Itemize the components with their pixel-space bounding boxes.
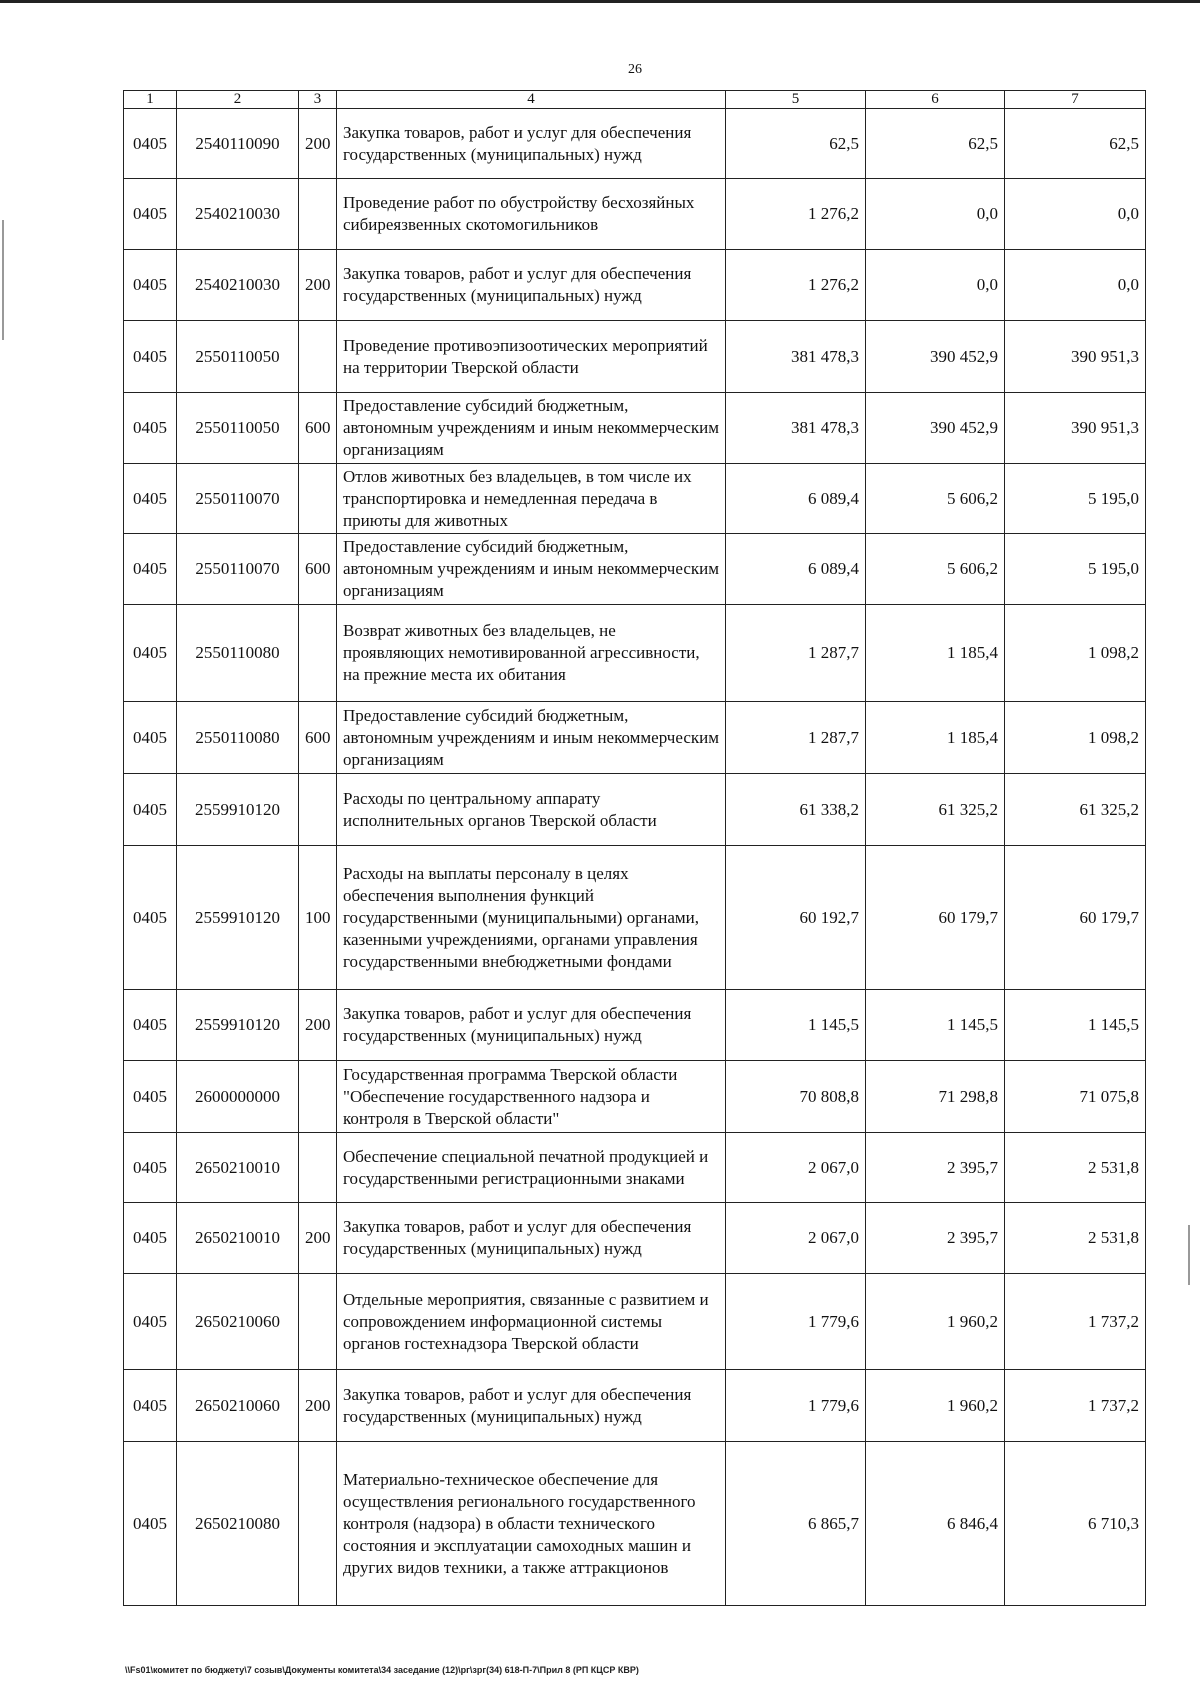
amount-year3-cell: 1 145,5	[1005, 990, 1146, 1061]
expense-type-cell	[299, 464, 337, 534]
col-header-expense-type: 3	[299, 91, 337, 109]
section-cell: 0405	[124, 1203, 177, 1274]
table-row	[124, 250, 1146, 321]
section-cell: 0405	[124, 1370, 177, 1442]
amount-year3-cell: 5 195,0	[1005, 464, 1146, 534]
amount-year1-cell: 381 478,3	[726, 321, 866, 393]
expense-name-cell: Предоставление субсидий бюджетным, автономным учреждениям и иным некоммерческим организациям	[337, 534, 726, 605]
expense-type-cell	[299, 1133, 337, 1203]
table-row	[124, 1274, 1146, 1370]
page-number: 26	[628, 62, 642, 77]
target-code-cell: 2550110050	[177, 321, 299, 393]
table-row	[124, 534, 1146, 605]
amount-year3-cell: 2 531,8	[1005, 1133, 1146, 1203]
amount-year3-cell: 61 325,2	[1005, 774, 1146, 846]
amount-year3-cell: 62,5	[1005, 109, 1146, 179]
table-row	[124, 464, 1146, 534]
amount-year1-cell: 61 338,2	[726, 774, 866, 846]
target-code-cell: 2650210010	[177, 1133, 299, 1203]
amount-year1-cell: 1 287,7	[726, 702, 866, 774]
table-row	[124, 1203, 1146, 1274]
amount-year2-cell: 5 606,2	[866, 534, 1005, 605]
amount-year2-cell: 1 185,4	[866, 702, 1005, 774]
amount-year1-cell: 1 779,6	[726, 1274, 866, 1370]
table-row	[124, 393, 1146, 464]
amount-year1-cell: 70 808,8	[726, 1061, 866, 1133]
section-cell: 0405	[124, 464, 177, 534]
amount-year3-cell: 1 737,2	[1005, 1370, 1146, 1442]
table-row	[124, 774, 1146, 846]
amount-year3-cell: 390 951,3	[1005, 393, 1146, 464]
col-header-section: 1	[124, 91, 177, 109]
amount-year2-cell: 0,0	[866, 179, 1005, 250]
amount-year2-cell: 2 395,7	[866, 1133, 1005, 1203]
expense-name-cell: Государственная программа Тверской области "Обеспечение государственного надзора и контроля в Тверской области"	[337, 1061, 726, 1133]
amount-year3-cell: 5 195,0	[1005, 534, 1146, 605]
amount-year1-cell: 1 276,2	[726, 179, 866, 250]
target-code-cell: 2550110050	[177, 393, 299, 464]
amount-year1-cell: 6 089,4	[726, 534, 866, 605]
table-row	[124, 702, 1146, 774]
amount-year3-cell: 0,0	[1005, 179, 1146, 250]
expense-type-cell: 200	[299, 1370, 337, 1442]
amount-year3-cell: 0,0	[1005, 250, 1146, 321]
section-cell: 0405	[124, 109, 177, 179]
expense-type-cell	[299, 774, 337, 846]
amount-year1-cell: 2 067,0	[726, 1133, 866, 1203]
expense-name-cell: Отлов животных без владельцев, в том числе их транспортировка и немедленная передача в приюты для животных	[337, 464, 726, 534]
col-header-year1: 5	[726, 91, 866, 109]
section-cell: 0405	[124, 702, 177, 774]
target-code-cell: 2540210030	[177, 179, 299, 250]
section-cell: 0405	[124, 846, 177, 990]
target-code-cell: 2540210030	[177, 250, 299, 321]
section-cell: 0405	[124, 393, 177, 464]
amount-year3-cell: 390 951,3	[1005, 321, 1146, 393]
section-cell: 0405	[124, 990, 177, 1061]
amount-year3-cell: 1 737,2	[1005, 1274, 1146, 1370]
section-cell: 0405	[124, 605, 177, 702]
target-code-cell: 2550110080	[177, 702, 299, 774]
target-code-cell: 2550110080	[177, 605, 299, 702]
expense-type-cell	[299, 1061, 337, 1133]
table-row	[124, 1133, 1146, 1203]
table-row	[124, 990, 1146, 1061]
section-cell: 0405	[124, 321, 177, 393]
section-cell: 0405	[124, 1442, 177, 1606]
target-code-cell: 2650210010	[177, 1203, 299, 1274]
expense-name-cell: Возврат животных без владельцев, не проявляющих немотивированной агрессивности, на прежние места их обитания	[337, 605, 726, 702]
expense-type-cell: 600	[299, 393, 337, 464]
expense-type-cell: 200	[299, 990, 337, 1061]
target-code-cell: 2600000000	[177, 1061, 299, 1133]
amount-year3-cell: 1 098,2	[1005, 605, 1146, 702]
amount-year2-cell: 5 606,2	[866, 464, 1005, 534]
table-row	[124, 1061, 1146, 1133]
amount-year2-cell: 390 452,9	[866, 321, 1005, 393]
expense-name-cell: Расходы на выплаты персоналу в целях обеспечения выполнения функций государственными (муниципальными) органами, казенными учреждениями, органами управления государственными внебюджетными фондами	[337, 846, 726, 990]
amount-year2-cell: 61 325,2	[866, 774, 1005, 846]
expense-name-cell: Расходы по центральному аппарату исполнительных органов Тверской области	[337, 774, 726, 846]
table-row	[124, 109, 1146, 179]
amount-year2-cell: 2 395,7	[866, 1203, 1005, 1274]
expense-type-cell: 600	[299, 534, 337, 605]
amount-year2-cell: 1 185,4	[866, 605, 1005, 702]
section-cell: 0405	[124, 534, 177, 605]
amount-year3-cell: 6 710,3	[1005, 1442, 1146, 1606]
amount-year1-cell: 2 067,0	[726, 1203, 866, 1274]
target-code-cell: 2550110070	[177, 534, 299, 605]
amount-year1-cell: 381 478,3	[726, 393, 866, 464]
amount-year2-cell: 6 846,4	[866, 1442, 1005, 1606]
table-row	[124, 846, 1146, 990]
section-cell: 0405	[124, 1274, 177, 1370]
expense-name-cell: Закупка товаров, работ и услуг для обеспечения государственных (муниципальных) нужд	[337, 1203, 726, 1274]
section-cell: 0405	[124, 774, 177, 846]
amount-year2-cell: 390 452,9	[866, 393, 1005, 464]
target-code-cell: 2550110070	[177, 464, 299, 534]
expense-name-cell: Отдельные мероприятия, связанные с развитием и сопровождением информационной системы органов гостехнадзора Тверской области	[337, 1274, 726, 1370]
target-code-cell: 2650210060	[177, 1370, 299, 1442]
expense-type-cell	[299, 1442, 337, 1606]
col-header-year3: 7	[1005, 91, 1146, 109]
col-header-name: 4	[337, 91, 726, 109]
expense-name-cell: Закупка товаров, работ и услуг для обеспечения государственных (муниципальных) нужд	[337, 990, 726, 1061]
expense-type-cell: 200	[299, 250, 337, 321]
amount-year1-cell: 6 089,4	[726, 464, 866, 534]
table-row	[124, 179, 1146, 250]
amount-year1-cell: 1 276,2	[726, 250, 866, 321]
expense-name-cell: Проведение работ по обустройству бесхозяйных сибиреязвенных скотомогильников	[337, 179, 726, 250]
amount-year1-cell: 1 779,6	[726, 1370, 866, 1442]
target-code-cell: 2650210060	[177, 1274, 299, 1370]
amount-year1-cell: 62,5	[726, 109, 866, 179]
amount-year2-cell: 1 960,2	[866, 1274, 1005, 1370]
table-row	[124, 321, 1146, 393]
amount-year1-cell: 60 192,7	[726, 846, 866, 990]
expense-name-cell: Предоставление субсидий бюджетным, автономным учреждениям и иным некоммерческим организациям	[337, 393, 726, 464]
expense-type-cell: 200	[299, 1203, 337, 1274]
column-number-row	[124, 91, 1146, 109]
expense-name-cell: Обеспечение специальной печатной продукцией и государственными регистрационными знаками	[337, 1133, 726, 1203]
table-row	[124, 1370, 1146, 1442]
expense-type-cell: 200	[299, 109, 337, 179]
col-header-year2: 6	[866, 91, 1005, 109]
expense-type-cell	[299, 605, 337, 702]
expense-type-cell: 100	[299, 846, 337, 990]
amount-year2-cell: 62,5	[866, 109, 1005, 179]
expense-type-cell	[299, 179, 337, 250]
amount-year3-cell: 1 098,2	[1005, 702, 1146, 774]
target-code-cell: 2559910120	[177, 774, 299, 846]
expense-name-cell: Закупка товаров, работ и услуг для обеспечения государственных (муниципальных) нужд	[337, 109, 726, 179]
expense-type-cell	[299, 1274, 337, 1370]
amount-year1-cell: 6 865,7	[726, 1442, 866, 1606]
budget-table	[123, 90, 1146, 1606]
amount-year2-cell: 1 145,5	[866, 990, 1005, 1061]
col-header-target-code: 2	[177, 91, 299, 109]
amount-year3-cell: 60 179,7	[1005, 846, 1146, 990]
section-cell: 0405	[124, 1061, 177, 1133]
target-code-cell: 2650210080	[177, 1442, 299, 1606]
target-code-cell: 2559910120	[177, 846, 299, 990]
amount-year1-cell: 1 145,5	[726, 990, 866, 1061]
amount-year3-cell: 2 531,8	[1005, 1203, 1146, 1274]
table-row	[124, 605, 1146, 702]
amount-year3-cell: 71 075,8	[1005, 1061, 1146, 1133]
expense-type-cell	[299, 321, 337, 393]
amount-year2-cell: 60 179,7	[866, 846, 1005, 990]
target-code-cell: 2540110090	[177, 109, 299, 179]
amount-year2-cell: 1 960,2	[866, 1370, 1005, 1442]
section-cell: 0405	[124, 1133, 177, 1203]
scan-edge-mark	[1188, 1225, 1190, 1285]
section-cell: 0405	[124, 179, 177, 250]
table-row	[124, 1442, 1146, 1606]
scan-top-border	[0, 0, 1200, 3]
expense-name-cell: Материально-техническое обеспечение для осуществления регионального государственного контроля (надзора) в области технического состояния и эксплуатации самоходных машин и других видов техники, а также аттракционов	[337, 1442, 726, 1606]
footer-file-path: \\Fs01\комитет по бюджету\7 созыв\Документы комитета\34 заседание (12)\рг\зрг(34) 618-П-7\Прил 8 (РП КЦСР КВР)	[125, 1665, 639, 1675]
amount-year2-cell: 71 298,8	[866, 1061, 1005, 1133]
expense-name-cell: Проведение противоэпизоотических мероприятий на территории Тверской области	[337, 321, 726, 393]
expense-type-cell: 600	[299, 702, 337, 774]
expense-name-cell: Предоставление субсидий бюджетным, автономным учреждениям и иным некоммерческим организациям	[337, 702, 726, 774]
scan-edge-mark	[2, 220, 4, 340]
amount-year2-cell: 0,0	[866, 250, 1005, 321]
target-code-cell: 2559910120	[177, 990, 299, 1061]
expense-name-cell: Закупка товаров, работ и услуг для обеспечения государственных (муниципальных) нужд	[337, 250, 726, 321]
amount-year1-cell: 1 287,7	[726, 605, 866, 702]
expense-name-cell: Закупка товаров, работ и услуг для обеспечения государственных (муниципальных) нужд	[337, 1370, 726, 1442]
section-cell: 0405	[124, 250, 177, 321]
